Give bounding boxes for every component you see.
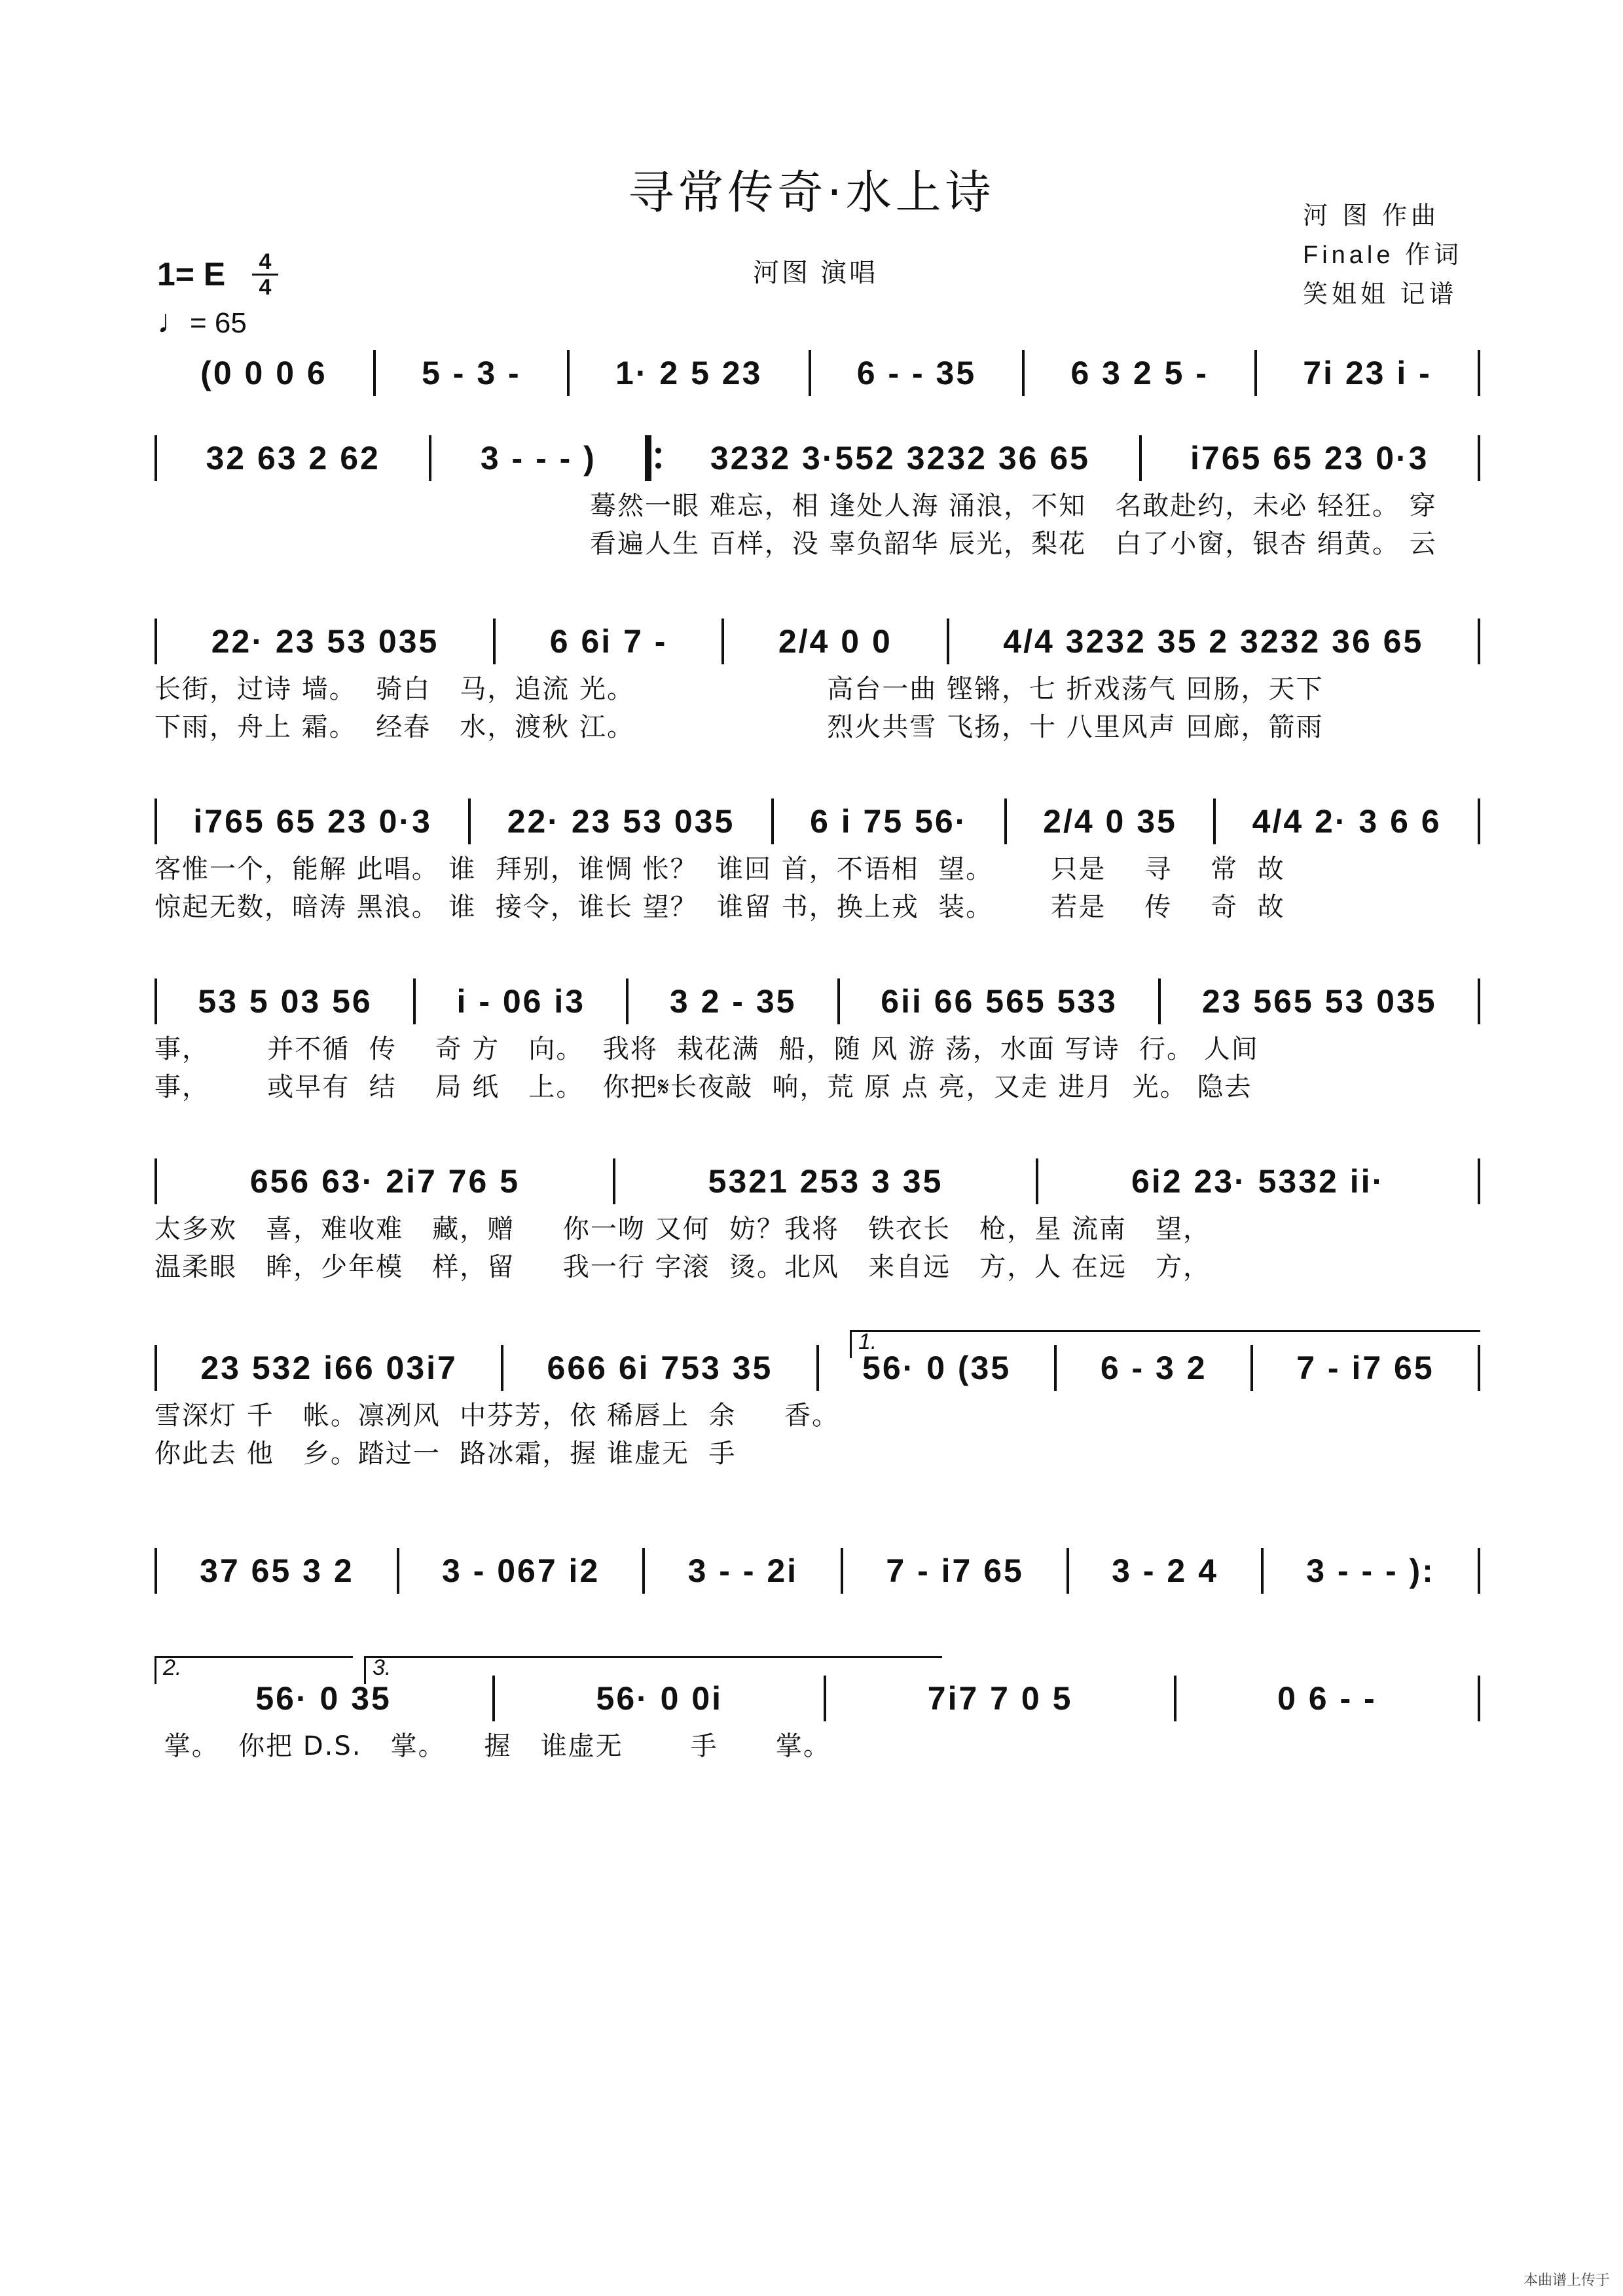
- quarter-note-icon: ♩: [157, 303, 190, 340]
- measure: 3 - - 2i: [687, 1552, 799, 1589]
- measure: 6ii 66 565 533: [881, 983, 1118, 1020]
- lyric-line: 蓦然一眼 难忘，相 逢处人海 涌浪，不知 名敢赴约，未必 轻狂。 穿: [590, 490, 1437, 521]
- thick-barline: [645, 435, 651, 481]
- barline: [1478, 1158, 1480, 1204]
- measure: 3 2 - 35: [669, 983, 797, 1020]
- song-title: 寻常传奇·水上诗: [628, 166, 995, 219]
- measure: 7i 23 i -: [1303, 355, 1432, 391]
- measure: 5321 253 3 35: [708, 1163, 943, 1200]
- measure: (0 0 0 6: [200, 355, 327, 391]
- lyric-line: 客惟一个，能解 此唱。 谁 拜别，谁惆 怅？ 谁回 首，不语相 望。 只是 寻 常 故: [155, 853, 1285, 884]
- measure: 3 - 067 i2: [442, 1552, 600, 1589]
- measure: 4/4 3232 35 2 3232 36 65: [1003, 623, 1424, 660]
- score-system: [155, 1155, 1480, 1283]
- score-system: [155, 1672, 1480, 1801]
- measure: 3 - 2 4: [1112, 1552, 1218, 1589]
- repeat-start-sign: [645, 435, 661, 481]
- measure: 5 - 3 -: [422, 355, 521, 391]
- repeat-dots: [655, 448, 661, 469]
- time-signature-top: 4: [259, 249, 272, 274]
- footer-watermark: 本曲谱上传于: [1523, 2272, 1610, 2288]
- time-signature-bottom: 4: [259, 275, 272, 300]
- measure: 3232 3·552 3232 36 65: [710, 440, 1090, 476]
- measure: 7 - i7 65: [886, 1552, 1024, 1589]
- volta-number: 3.: [373, 1655, 392, 1680]
- volta-number: 2.: [163, 1655, 182, 1680]
- measure: i765 65 23 0·3: [1190, 440, 1429, 476]
- repeat-dot: [655, 463, 661, 469]
- transcriber-credit: 笑姐姐 记谱: [1303, 281, 1458, 308]
- score-system: [155, 432, 1480, 560]
- measure: 4/4 2· 3 6 6: [1252, 803, 1442, 840]
- measure: 6 6i 7 -: [549, 623, 668, 660]
- measure: 7i7 7 0 5: [927, 1680, 1073, 1717]
- lyric-line: [155, 1763, 1480, 1801]
- final-barline: [1478, 1676, 1480, 1721]
- notes-row: [155, 1545, 1480, 1597]
- lyric-line: 你此去 他 乡。踏过一 路冰霜，握 谁虚无 手: [155, 1438, 737, 1469]
- score-system: [155, 975, 1480, 1103]
- measure: 56· 0 0i: [596, 1680, 723, 1717]
- barline: [1478, 435, 1480, 481]
- repeat-dot: [655, 448, 661, 454]
- volta-bracket: [850, 1330, 1480, 1358]
- measure: 22· 23 53 035: [211, 623, 439, 660]
- lyric-line: 雪深灯 千 帐。凛冽风 中芬芳，依 稀唇上 余 香。: [155, 1400, 840, 1431]
- notes-row: [155, 432, 1480, 484]
- measure: 6 - - 35: [856, 355, 977, 391]
- lyric-line: 太多欢 喜，难收难 藏，赠 你一吻 又何 妨？我将 铁衣长 枪，星 流南 望，: [155, 1213, 1211, 1244]
- tempo-marking: [157, 302, 247, 340]
- lyricist-credit: Finale 作词: [1303, 242, 1463, 269]
- measure: 0 6 - -: [1277, 1680, 1377, 1717]
- measure: 23 565 53 035: [1201, 983, 1437, 1020]
- measure: 6 i 75 56·: [810, 803, 968, 840]
- tempo-value: = 65: [190, 307, 247, 339]
- lyric-line: [155, 1597, 1480, 1635]
- score-system: [155, 795, 1480, 924]
- barline: [1478, 978, 1480, 1024]
- final-barline: [1478, 1548, 1480, 1594]
- measure: 3 - - - ): [480, 440, 596, 476]
- key-signature: 1= E: [157, 256, 226, 293]
- measure: 23 532 i66 03i7: [200, 1350, 458, 1386]
- barline: [1478, 798, 1480, 844]
- barline: [1478, 619, 1480, 664]
- measure: 2/4 0 35: [1043, 803, 1177, 840]
- volta-number: 1.: [858, 1329, 877, 1354]
- measure: 666 6i 753 35: [547, 1350, 773, 1386]
- lyric-line: 惊起无数，暗涛 黑浪。 谁 接令，谁长 望？ 谁留 书，换上戎 装。 若是 传 奇 故: [155, 891, 1285, 922]
- measure: 22· 23 53 035: [507, 803, 735, 840]
- measure: 3 - - - ):: [1306, 1552, 1435, 1589]
- measure: i765 65 23 0·3: [193, 803, 432, 840]
- notes-row: [155, 975, 1480, 1028]
- score-system: [155, 615, 1480, 744]
- barline: [1478, 350, 1480, 396]
- measure: 6 3 2 5 -: [1070, 355, 1209, 391]
- measure: i - 06 i3: [456, 983, 586, 1020]
- measure: 56· 0 (35: [862, 1350, 1012, 1386]
- lyric-line: 长街，过诗 墙。 骑白 马，追流 光。 高台一曲 铿锵，七 折戏荡气 回肠，天下: [155, 673, 1324, 704]
- score-system: [155, 1342, 1480, 1470]
- notes-row: [155, 347, 1480, 399]
- notes-row: [155, 795, 1480, 848]
- singer-credit: 河图 演唱: [753, 259, 879, 287]
- lyric-line: 看遍人生 百样，没 辜负韶华 辰光，梨花 白了小窗，银杏 绢黄。 云: [590, 528, 1437, 559]
- score-system: [155, 1545, 1480, 1673]
- measure: 53 5 03 56: [198, 983, 373, 1020]
- notes-row: [155, 1155, 1480, 1208]
- volta-bracket: [364, 1656, 942, 1684]
- volta-bracket: [155, 1656, 353, 1684]
- measure: 7 - i7 65: [1296, 1350, 1434, 1386]
- lyric-line: 事， 并不循 传 奇 方 向。 我将 栽花满 船，随 风 游 荡，水面 写诗 行。 人间: [155, 1033, 1259, 1064]
- lyric-line: 温柔眼 眸，少年模 样，留 我一行 字滚 烫。北风 来自远 方，人 在远 方，: [155, 1251, 1211, 1282]
- notes-row: [155, 615, 1480, 668]
- lyric-line: 事， 或早有 结 局 纸 上。 你把𝄋长夜敲 响，荒 原 点 亮，又走 进月 光。 隐去: [155, 1071, 1252, 1102]
- time-signature: [252, 250, 278, 299]
- measure: 6 - 3 2: [1100, 1350, 1207, 1386]
- lyric-line: 掌。 你把 D.S. 掌。 握 谁虚无 手 掌。: [155, 1731, 831, 1761]
- credits-block: [1303, 196, 1604, 314]
- measure: 37 65 3 2: [200, 1552, 354, 1589]
- measure: 1· 2 5 23: [615, 355, 763, 391]
- composer-credit: 河 图 作曲: [1303, 202, 1440, 230]
- lyric-line: 下雨，舟上 霜。 经春 水，渡秋 江。 烈火共雪 飞扬，十 八里风声 回廊，箭雨: [155, 711, 1324, 742]
- measure: 32 63 2 62: [206, 440, 380, 476]
- measure: 56· 0 35: [255, 1680, 392, 1717]
- measure: 2/4 0 0: [778, 623, 892, 660]
- measure: 656 63· 2i7 76 5: [249, 1163, 520, 1200]
- measure: 6i2 23· 5332 ii·: [1131, 1163, 1385, 1200]
